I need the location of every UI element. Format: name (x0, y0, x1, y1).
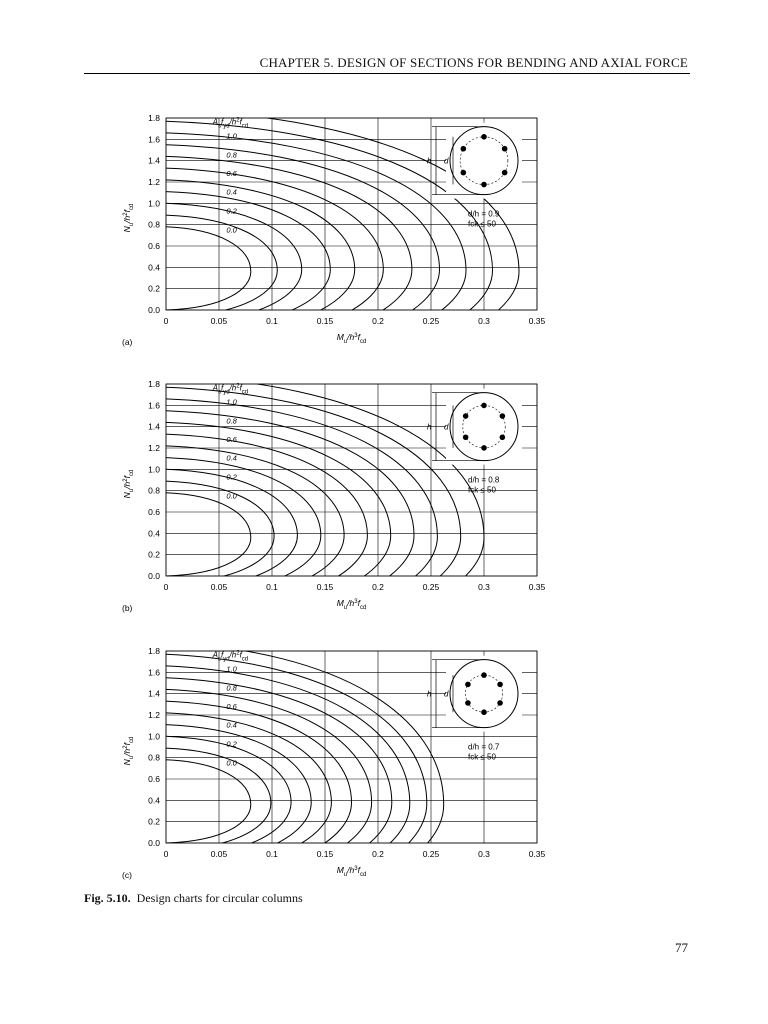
curve-value-label: 0.8 (226, 150, 237, 160)
dh-value: d/h = 0.9 (468, 209, 500, 219)
header-rule (84, 73, 690, 74)
x-tick-label: 0 (163, 849, 169, 859)
x-tick-label: 0.25 (422, 849, 440, 859)
label-part: cd (241, 389, 249, 396)
page-header: CHAPTER 5. DESIGN OF SECTIONS FOR BENDING AND AXIAL FORCE (259, 55, 688, 70)
x-tick-label: 0.1 (266, 582, 278, 592)
label-part: f (239, 650, 242, 660)
curve-value-label: 0.6 (226, 168, 237, 178)
y-tick-label: 1.2 (148, 177, 160, 187)
label-part: cd (359, 339, 367, 345)
curve-0-2 (163, 469, 297, 592)
label-part: M (336, 598, 344, 608)
x-tick-label: 0.3 (478, 582, 490, 592)
curve-value-label: 0.6 (226, 434, 237, 444)
curve-value-label: 0.2 (226, 472, 237, 482)
curve-value-label: 0.0 (226, 758, 237, 768)
y-tick-label: 0.4 (148, 528, 160, 539)
curve-0-8 (163, 399, 437, 624)
curve-value-label: 0.2 (226, 739, 237, 749)
figure-caption-label: Fig. 5.10. (84, 891, 131, 905)
curve-0-0 (166, 760, 251, 843)
x-tick-label: 0.35 (528, 582, 546, 592)
rebar-dot (502, 146, 508, 152)
rebar-dot (497, 700, 503, 706)
curve-0-0 (166, 493, 251, 576)
y-tick-label: 1.4 (148, 688, 160, 699)
label-part: f (220, 117, 224, 127)
label-part: A (212, 117, 218, 127)
label-part: cd (129, 736, 135, 744)
label-part: u (343, 605, 348, 611)
label-part: M (336, 332, 344, 342)
curve-value-label: 0.0 (226, 225, 237, 235)
y-tick-label: 1.0 (148, 198, 160, 209)
label-part: /h (229, 117, 237, 127)
y-tick-label: 0.8 (148, 752, 160, 763)
label-part: A (212, 650, 218, 660)
x-tick-label: 0.25 (422, 582, 440, 592)
curve-value-label: 0.8 (226, 683, 237, 693)
x-tick-label: 0.3 (478, 316, 490, 326)
y-tick-label: 0.2 (148, 816, 160, 827)
y-tick-label: 0.4 (148, 795, 160, 806)
label-part: /h (229, 650, 237, 660)
label-part: f (122, 476, 132, 479)
y-tick-label: 0.6 (148, 507, 160, 517)
y-axis-label (122, 737, 135, 766)
curve-value-label: 0.4 (226, 720, 237, 730)
y-tick-label: 1.2 (148, 710, 160, 720)
label-part: u (129, 488, 135, 493)
curve-0-1 (166, 481, 274, 583)
rebar-dot (463, 434, 469, 440)
y-tick-label: 1.4 (148, 421, 160, 432)
y-tick-label: 1.6 (148, 134, 160, 145)
label-part: f (357, 332, 360, 342)
y-tick-label: 1.8 (148, 113, 160, 123)
rebar-dot (497, 682, 503, 688)
figure-caption (84, 891, 303, 906)
x-axis-label (337, 598, 367, 611)
x-tick-label: 0.35 (528, 316, 546, 326)
label-part: f (122, 743, 132, 746)
label-part: yd (223, 389, 230, 396)
curve-value-label: 0.2 (226, 206, 237, 216)
y-tick-label: 1.8 (148, 646, 160, 656)
label-part: M (336, 865, 344, 875)
y-tick-label: 1.8 (148, 379, 160, 389)
curve-0-3 (163, 725, 311, 866)
label-part: u (129, 222, 135, 227)
y-tick-label: 0.8 (148, 219, 160, 230)
x-tick-label: 0.05 (210, 316, 228, 326)
label-part: N (122, 759, 132, 766)
label-part: 2 (236, 650, 240, 657)
label-part: /h (347, 865, 355, 875)
y-tick-label: 0.0 (148, 838, 160, 848)
curve-0-6 (163, 422, 391, 620)
h-label: h (427, 689, 432, 699)
panel-label: (b) (122, 603, 133, 613)
x-tick-label: 0.15 (316, 582, 334, 592)
curve-value-label: 1.0 (226, 664, 237, 674)
inset-background (446, 389, 522, 465)
fck-value: fck ≤ 50 (468, 752, 496, 762)
figure-caption-text: Design charts for circular columns (136, 891, 303, 905)
rebar-dot (461, 146, 467, 152)
x-tick-label: 0 (163, 316, 169, 326)
chart-panel-c (100, 641, 560, 891)
fck-value: fck ≤ 50 (468, 485, 496, 495)
label-part: 2 (236, 117, 240, 124)
curve-0-2 (163, 203, 302, 326)
chart-panel-b (100, 374, 560, 624)
curve-0-7 (163, 678, 392, 891)
curve-0-7 (163, 411, 414, 624)
label-part: f (220, 383, 224, 393)
curve-value-label: 0.4 (226, 187, 237, 197)
page-number: 77 (675, 940, 688, 955)
y-tick-label: 0.4 (148, 262, 160, 273)
label-part: f (357, 865, 360, 875)
rebar-dot (481, 403, 487, 409)
curve-value-label: 1.0 (226, 397, 237, 407)
rebar-dot (500, 413, 506, 419)
section-diagram (427, 656, 522, 762)
label-part: 3 (354, 333, 358, 339)
curve-0-7 (163, 145, 440, 358)
chart-panel-a (100, 108, 560, 358)
label-part: u (343, 339, 348, 345)
y-tick-label: 0.2 (148, 283, 160, 294)
label-part: f (239, 383, 242, 393)
y-tick-label: 0.6 (148, 241, 160, 251)
dh-value: d/h = 0.7 (468, 742, 500, 752)
label-part: 3 (354, 599, 358, 605)
series-title (212, 117, 249, 129)
label-part: /h (229, 383, 237, 393)
label-part: cd (359, 872, 367, 878)
label-part: 3 (354, 866, 358, 872)
label-part: 2 (123, 478, 129, 482)
label-part: /h (347, 332, 355, 342)
label-part: f (357, 598, 360, 608)
y-tick-label: 0.0 (148, 305, 160, 315)
x-tick-label: 0.2 (372, 582, 384, 592)
rebar-dot (500, 434, 506, 440)
x-tick-label: 0.1 (266, 316, 278, 326)
x-tick-label: 0 (163, 582, 169, 592)
x-tick-label: 0.3 (478, 849, 490, 859)
label-part: f (220, 650, 224, 660)
curve-0-3 (163, 458, 321, 599)
label-part: N (122, 492, 132, 499)
y-tick-label: 1.0 (148, 731, 160, 742)
y-tick-label: 0.2 (148, 549, 160, 560)
d-label: d (444, 422, 449, 432)
h-label: h (427, 156, 432, 166)
series-title (212, 383, 249, 395)
label-part: u (129, 755, 135, 760)
y-tick-label: 0.0 (148, 571, 160, 581)
d-label: d (444, 689, 449, 699)
x-tick-label: 0.15 (316, 849, 334, 859)
x-tick-label: 0.35 (528, 849, 546, 859)
label-part: /h (122, 748, 132, 756)
rebar-dot (461, 170, 467, 176)
curve-value-label: 0.8 (226, 416, 237, 426)
label-part: 2 (123, 212, 129, 216)
fck-value: fck ≤ 50 (468, 219, 496, 229)
label-part: cd (129, 203, 135, 211)
x-tick-label: 0.2 (372, 849, 384, 859)
h-label: h (427, 422, 432, 432)
rebar-dot (463, 413, 469, 419)
y-axis-label (122, 204, 135, 233)
label-part: /h (122, 215, 132, 223)
label-part: f (239, 117, 242, 127)
y-tick-label: 0.8 (148, 485, 160, 496)
dh-value: d/h = 0.8 (468, 475, 500, 485)
label-part: yd (223, 656, 230, 663)
x-axis-label (337, 865, 367, 878)
label-part: cd (241, 123, 249, 130)
rebar-dot (481, 672, 487, 678)
curve-value-label: 0.0 (226, 491, 237, 501)
label-part: 2 (236, 383, 240, 390)
label-part: cd (359, 605, 367, 611)
section-diagram (427, 123, 522, 229)
label-part: cd (241, 656, 249, 663)
x-tick-label: 0.15 (316, 316, 334, 326)
y-axis-label (122, 470, 135, 499)
label-part: A (212, 383, 218, 393)
label-part: s (217, 389, 221, 396)
rebar-dot (502, 170, 508, 176)
y-tick-label: 0.6 (148, 774, 160, 784)
interaction-curves (163, 643, 444, 892)
label-part: s (217, 656, 221, 663)
panel-label: (a) (122, 337, 133, 347)
x-tick-label: 0.1 (266, 849, 278, 859)
y-tick-label: 1.6 (148, 400, 160, 411)
x-tick-label: 0.05 (210, 849, 228, 859)
rebar-dot (465, 682, 471, 688)
y-tick-label: 1.0 (148, 464, 160, 475)
rebar-dot (481, 709, 487, 715)
curve-0-3 (163, 192, 330, 333)
rebar-dot (481, 182, 487, 188)
section-diagram (427, 389, 522, 495)
label-part: 2 (123, 745, 129, 749)
curve-value-label: 1.0 (226, 131, 237, 141)
curve-0-0 (166, 227, 251, 310)
label-part: f (122, 210, 132, 213)
x-tick-label: 0.05 (210, 582, 228, 592)
label-part: cd (129, 469, 135, 477)
curve-0-9 (163, 654, 427, 891)
label-part: s (217, 123, 221, 130)
curve-0-2 (163, 736, 291, 859)
panel-label: (c) (122, 870, 132, 880)
rebar-dot (465, 700, 471, 706)
label-part: /h (347, 598, 355, 608)
curve-0-1 (166, 215, 277, 317)
label-part: yd (223, 123, 230, 130)
curve-value-label: 0.6 (226, 701, 237, 711)
rebar-dot (481, 445, 487, 451)
x-tick-label: 0.25 (422, 316, 440, 326)
label-part: u (343, 872, 348, 878)
label-part: /h (122, 481, 132, 489)
x-tick-label: 0.2 (372, 316, 384, 326)
x-axis-label (337, 332, 367, 345)
d-label: d (444, 156, 449, 166)
label-part: N (122, 226, 132, 233)
rebar-dot (481, 134, 487, 140)
curve-value-label: 0.4 (226, 453, 237, 463)
inset-background (446, 656, 522, 732)
y-tick-label: 1.6 (148, 667, 160, 678)
y-tick-label: 1.4 (148, 155, 160, 166)
y-tick-label: 1.2 (148, 443, 160, 453)
